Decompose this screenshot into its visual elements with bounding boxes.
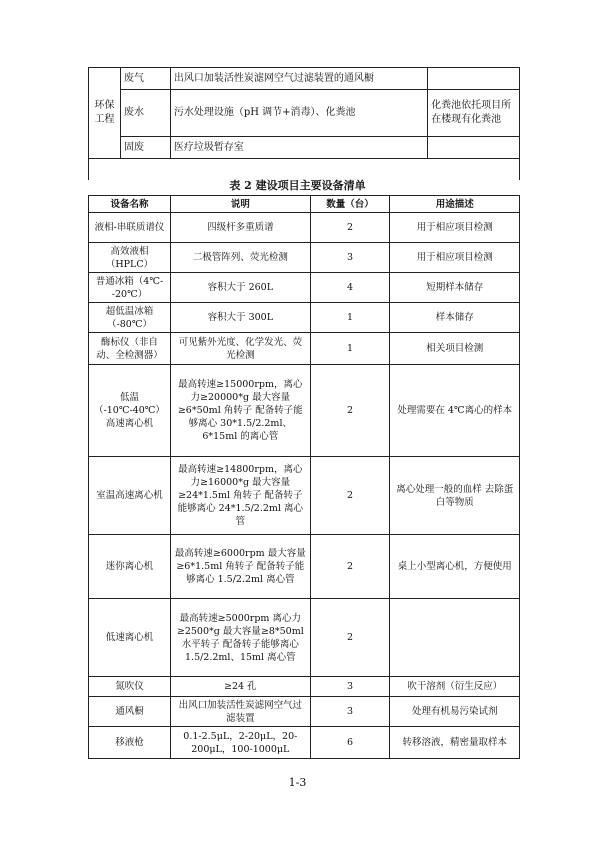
env-note [428,137,520,159]
equip-use: 吹干溶剂（衍生反应） [390,677,520,697]
equip-qty: 1 [310,303,390,333]
equip-name: 超低温冰箱（-80℃） [89,303,171,333]
env-content: 医疗垃圾暂存室 [170,137,427,159]
equip-desc: 0.1-2.5μL，2-20μL，20-200μL，100-1000μL [170,727,310,759]
table-row [89,137,520,159]
equip-use: 用于相应项目检测 [390,243,520,273]
env-note: 化粪池依托项目所在楼现有化粪池 [428,90,520,137]
env-protection-table [88,67,520,180]
env-note [428,68,520,90]
equip-desc: 可见紫外光度、化学发光、荧光检测 [170,333,310,365]
table-row [89,457,520,535]
equip-use [390,599,520,677]
equip-name: 液相-串联质谱仪 [89,213,171,243]
table-row [89,599,520,677]
equip-desc: ≥24 孔 [170,677,310,697]
equip-qty: 2 [310,599,390,677]
table-row [89,365,520,457]
equip-desc: 容积大于 260L [170,273,310,303]
equip-use: 转移溶液，精密量取样本 [390,727,520,759]
table-row [89,243,520,273]
equip-use: 处理需要在 4℃离心的样本 [390,365,520,457]
equip-name: 氮吹仪 [89,677,171,697]
page-number: 1-3 [288,776,307,789]
col-header: 用途描述 [390,196,520,213]
equip-qty: 3 [310,243,390,273]
group-label: 环保工程 [89,68,121,159]
equip-use: 离心处理一般的血样 去除蛋白等物质 [390,457,520,535]
env-type: 废水 [120,90,170,137]
equip-desc: 二极管阵列、荧光检测 [170,243,310,273]
equip-qty: 2 [310,535,390,599]
table-row [89,213,520,243]
col-header: 说明 [170,196,310,213]
equip-desc: 容积大于 300L [170,303,310,333]
equip-name: 普通冰箱（4℃--20℃） [89,273,171,303]
equip-desc: 最高转速≥14800rpm，离心力≥16000*g 最大容量≥24*1.5ml 角转子 配备转子能够离心 24*1.5/2.2ml 离心管 [170,457,310,535]
table-title: 表 2 建设项目主要设备清单 [229,179,366,192]
equip-desc: 最高转速≥15000rpm，离心力≥20000*g 最大容量≥6*50ml 角转子 配备转子能够离心 30*1.5/2.2ml、6*15ml 的离心管 [170,365,310,457]
equip-qty: 3 [310,697,390,727]
equip-name: 低速离心机 [89,599,171,677]
table-row [89,697,520,727]
equip-use: 用于相应项目检测 [390,213,520,243]
equip-use: 处理有机易污染试剂 [390,697,520,727]
equip-name: 低温（-10℃-40℃）高速离心机 [89,365,171,457]
equip-desc: 出风口加装活性炭滤网空气过滤装置 [170,697,310,727]
equip-qty: 2 [310,457,390,535]
equip-name: 高效液相（HPLC） [89,243,171,273]
equip-name: 酶标仪（非自动、全检测器） [89,333,171,365]
env-content: 出风口加装活性炭滤网空气过滤装置的通风橱 [170,68,427,90]
col-header: 数量（台） [310,196,390,213]
equip-name: 室温高速离心机 [89,457,171,535]
table-header-row [89,196,520,213]
equip-use: 桌上小型离心机，方便使用 [390,535,520,599]
equip-name: 移液枪 [89,727,171,759]
equipment-table [88,195,520,759]
table-row [89,68,520,90]
equip-desc: 最高转速≥6000rpm 最大容量≥6*1.5ml 角转子 配备转子能够离心 1.5/2.2ml 离心管 [170,535,310,599]
env-content: 污水处理设施（pH 调节+消毒）、化粪池 [170,90,427,137]
equip-qty: 3 [310,677,390,697]
table-row [89,333,520,365]
equip-qty: 2 [310,213,390,243]
table-row [89,90,520,137]
table-row [89,273,520,303]
equip-qty: 2 [310,365,390,457]
equip-name: 通风橱 [89,697,171,727]
env-type: 废气 [120,68,170,90]
equip-use: 相关项目检测 [390,333,520,365]
equip-use: 短期样本储存 [390,273,520,303]
equip-qty: 6 [310,727,390,759]
table-row [89,303,520,333]
table-row [89,677,520,697]
env-type: 固废 [120,137,170,159]
table-row [89,727,520,759]
equip-desc: 最高转速≥5000rpm 离心力≥2500*g 最大容量≥8*50ml 水平转子 配备转子能够离心 1.5/2.2ml、15ml 离心管 [170,599,310,677]
equip-qty: 4 [310,273,390,303]
equip-use: 样本储存 [390,303,520,333]
table-row [89,535,520,599]
equip-name: 迷你离心机 [89,535,171,599]
equip-desc: 四级杆多重质谱 [170,213,310,243]
equip-qty: 1 [310,333,390,365]
col-header: 设备名称 [89,196,171,213]
